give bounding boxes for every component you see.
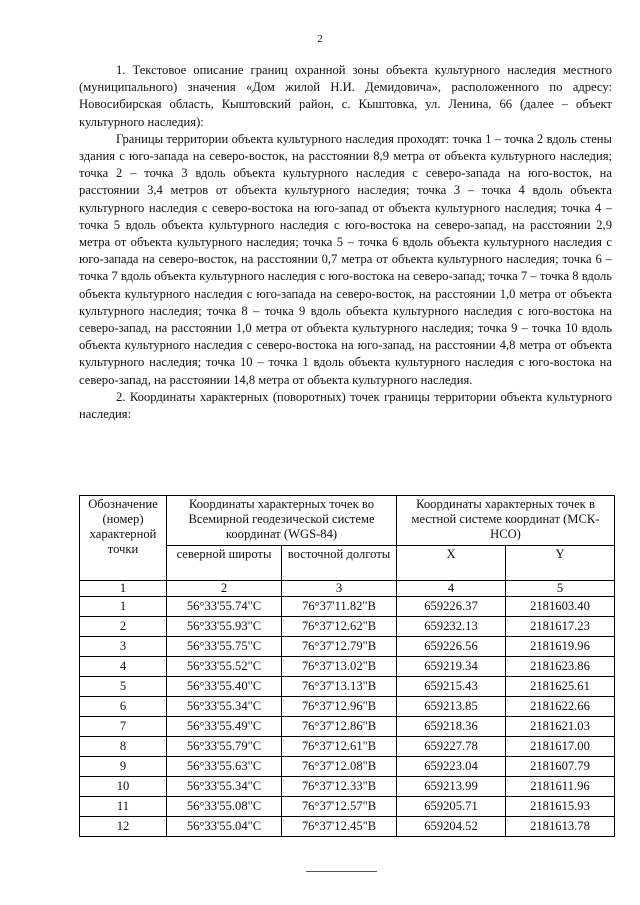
- longitude-cell: 76°37'12.61"В: [282, 737, 397, 757]
- longitude-cell: 76°37'12.57"В: [282, 797, 397, 817]
- column-number: 3: [282, 581, 397, 597]
- coordinates-table-body: [80, 597, 615, 837]
- point-number-cell: 12: [80, 817, 167, 837]
- coordinates-table: [79, 495, 615, 837]
- column-number: 5: [506, 581, 615, 597]
- column-number: 2: [167, 581, 282, 597]
- x-cell: 659213.99: [397, 777, 506, 797]
- y-cell: 2181622.66: [506, 697, 615, 717]
- paragraph-coordinates-intro: 2. Координаты характерных (поворотных) точек границы территории объекта культурного наследия:: [79, 389, 612, 422]
- y-cell: 2181611.96: [506, 777, 615, 797]
- table-row: [80, 797, 615, 817]
- latitude-cell: 56°33'55.63"С: [167, 757, 282, 777]
- point-number-cell: 4: [80, 657, 167, 677]
- x-cell: 659223.04: [397, 757, 506, 777]
- x-cell: 659205.71: [397, 797, 506, 817]
- x-cell: 659204.52: [397, 817, 506, 837]
- latitude-cell: 56°33'55.34"С: [167, 697, 282, 717]
- header-msk-nso: Координаты характерных точек в местной системе координат (МСК-НСО): [397, 496, 615, 546]
- longitude-cell: 76°37'13.02"В: [282, 657, 397, 677]
- column-number: 1: [80, 581, 167, 597]
- y-cell: 2181619.96: [506, 637, 615, 657]
- longitude-cell: 76°37'11.82"В: [282, 597, 397, 617]
- latitude-cell: 56°33'55.49"С: [167, 717, 282, 737]
- x-cell: 659219.34: [397, 657, 506, 677]
- y-cell: 2181623.86: [506, 657, 615, 677]
- table-row: [80, 657, 615, 677]
- table-row: [80, 597, 615, 617]
- header-x: X: [397, 546, 506, 581]
- longitude-cell: 76°37'12.33"В: [282, 777, 397, 797]
- y-cell: 2181617.23: [506, 617, 615, 637]
- table-row: [80, 677, 615, 697]
- y-cell: 2181617.00: [506, 737, 615, 757]
- point-number-cell: 8: [80, 737, 167, 757]
- y-cell: 2181603.40: [506, 597, 615, 617]
- longitude-cell: 76°37'13.13"В: [282, 677, 397, 697]
- table-row: [80, 697, 615, 717]
- y-cell: 2181607.79: [506, 757, 615, 777]
- latitude-cell: 56°33'55.93"С: [167, 617, 282, 637]
- header-y: Y: [506, 546, 615, 581]
- latitude-cell: 56°33'55.52"С: [167, 657, 282, 677]
- longitude-cell: 76°37'12.86"В: [282, 717, 397, 737]
- y-cell: 2181625.61: [506, 677, 615, 697]
- longitude-cell: 76°37'12.45"В: [282, 817, 397, 837]
- latitude-cell: 56°33'55.74"С: [167, 597, 282, 617]
- point-number-cell: 1: [80, 597, 167, 617]
- point-number-cell: 10: [80, 777, 167, 797]
- x-cell: 659218.36: [397, 717, 506, 737]
- paragraph-boundaries: Границы территории объекта культурного наследия проходят: точка 1 – точка 2 вдоль стены здания с юго-запада на северо-восток, на расстоянии 8,9 метра от объекта культурного наследия; точка 2 – точка 3 вдоль объекта культурного наследия с северо-запада на юго-восток, на расстоянии 3,4 метров от объекта культурного наследия; точка 3 – точка 4 вдоль объекта культурного наследия с северо-востока на юго-запад от объекта культурного наследия; точка 4 – точка 5 вдоль объекта культурного наследия с юго-востока на северо-запад, на расстоянии 2,9 метра от объекта культурного наследия; точка 5 – точка 6 вдоль объекта культурного наследия с юго-запада на северо-восток, на расстоянии 0,7 метра от объекта культурного наследия; точка 6 – точка 7 вдоль объекта культурного наследия с юго-востока на северо-запад; точка 7 – точка 8 вдоль объекта культурного наследия с юго-запада на северо-восток, на расстоянии 1,0 метра от объекта культурного наследия; точка 8 – точка 9 вдоль объекта культурного наследия с юго-востока на северо-запад, на расстоянии 1,0 метра от объекта культурного наследия; точка 9 – точка 10 вдоль объекта культурного наследия с северо-востока на юго-запад, на расстоянии 4,8 метра от объекта культурного наследия; точка 10 – точка 1 вдоль объекта культурного наследия с юго-востока на северо-запад, на расстоянии 14,8 метра от объекта культурного наследия.: [79, 131, 612, 387]
- header-east-longitude: восточной долготы: [282, 546, 397, 581]
- x-cell: 659226.37: [397, 597, 506, 617]
- point-number-cell: 2: [80, 617, 167, 637]
- latitude-cell: 56°33'55.75"С: [167, 637, 282, 657]
- y-cell: 2181613.78: [506, 817, 615, 837]
- longitude-cell: 76°37'12.62"В: [282, 617, 397, 637]
- document-body: [79, 62, 612, 423]
- table-row: [80, 777, 615, 797]
- x-cell: 659227.78: [397, 737, 506, 757]
- longitude-cell: 76°37'12.96"В: [282, 697, 397, 717]
- latitude-cell: 56°33'55.34"С: [167, 777, 282, 797]
- latitude-cell: 56°33'55.04"С: [167, 817, 282, 837]
- table-row: [80, 617, 615, 637]
- column-number: 4: [397, 581, 506, 597]
- point-number-cell: 5: [80, 677, 167, 697]
- point-number-cell: 3: [80, 637, 167, 657]
- x-cell: 659226.56: [397, 637, 506, 657]
- point-number-cell: 9: [80, 757, 167, 777]
- x-cell: 659232.13: [397, 617, 506, 637]
- latitude-cell: 56°33'55.40"С: [167, 677, 282, 697]
- table-row: [80, 737, 615, 757]
- y-cell: 2181621.03: [506, 717, 615, 737]
- header-north-latitude: северной широты: [167, 546, 282, 581]
- latitude-cell: 56°33'55.08"С: [167, 797, 282, 817]
- table-row: [80, 637, 615, 657]
- point-number-cell: 7: [80, 717, 167, 737]
- header-wgs84: Координаты характерных точек во Всемирной геодезической системе координат (WGS-84): [167, 496, 397, 546]
- point-number-cell: 11: [80, 797, 167, 817]
- header-point-number: Обозначение (номер) характерной точки: [80, 496, 167, 581]
- point-number-cell: 6: [80, 697, 167, 717]
- table-row: [80, 817, 615, 837]
- table-row: [80, 757, 615, 777]
- paragraph-description: 1. Текстовое описание границ охранной зоны объекта культурного наследия местного (муниципального) значения «Дом жилой Н.И. Демидовича», расположенного по адресу: Новосибирская область, Кыштовский район, с. Кыштовка, ул. Ленина, 66 (далее – объект культурного наследия):: [79, 63, 612, 129]
- y-cell: 2181615.93: [506, 797, 615, 817]
- footer-divider: [306, 871, 377, 872]
- longitude-cell: 76°37'12.08"В: [282, 757, 397, 777]
- page-number: 2: [317, 33, 323, 45]
- table-row: [80, 717, 615, 737]
- x-cell: 659213.85: [397, 697, 506, 717]
- longitude-cell: 76°37'12.79"В: [282, 637, 397, 657]
- x-cell: 659215.43: [397, 677, 506, 697]
- latitude-cell: 56°33'55.79"С: [167, 737, 282, 757]
